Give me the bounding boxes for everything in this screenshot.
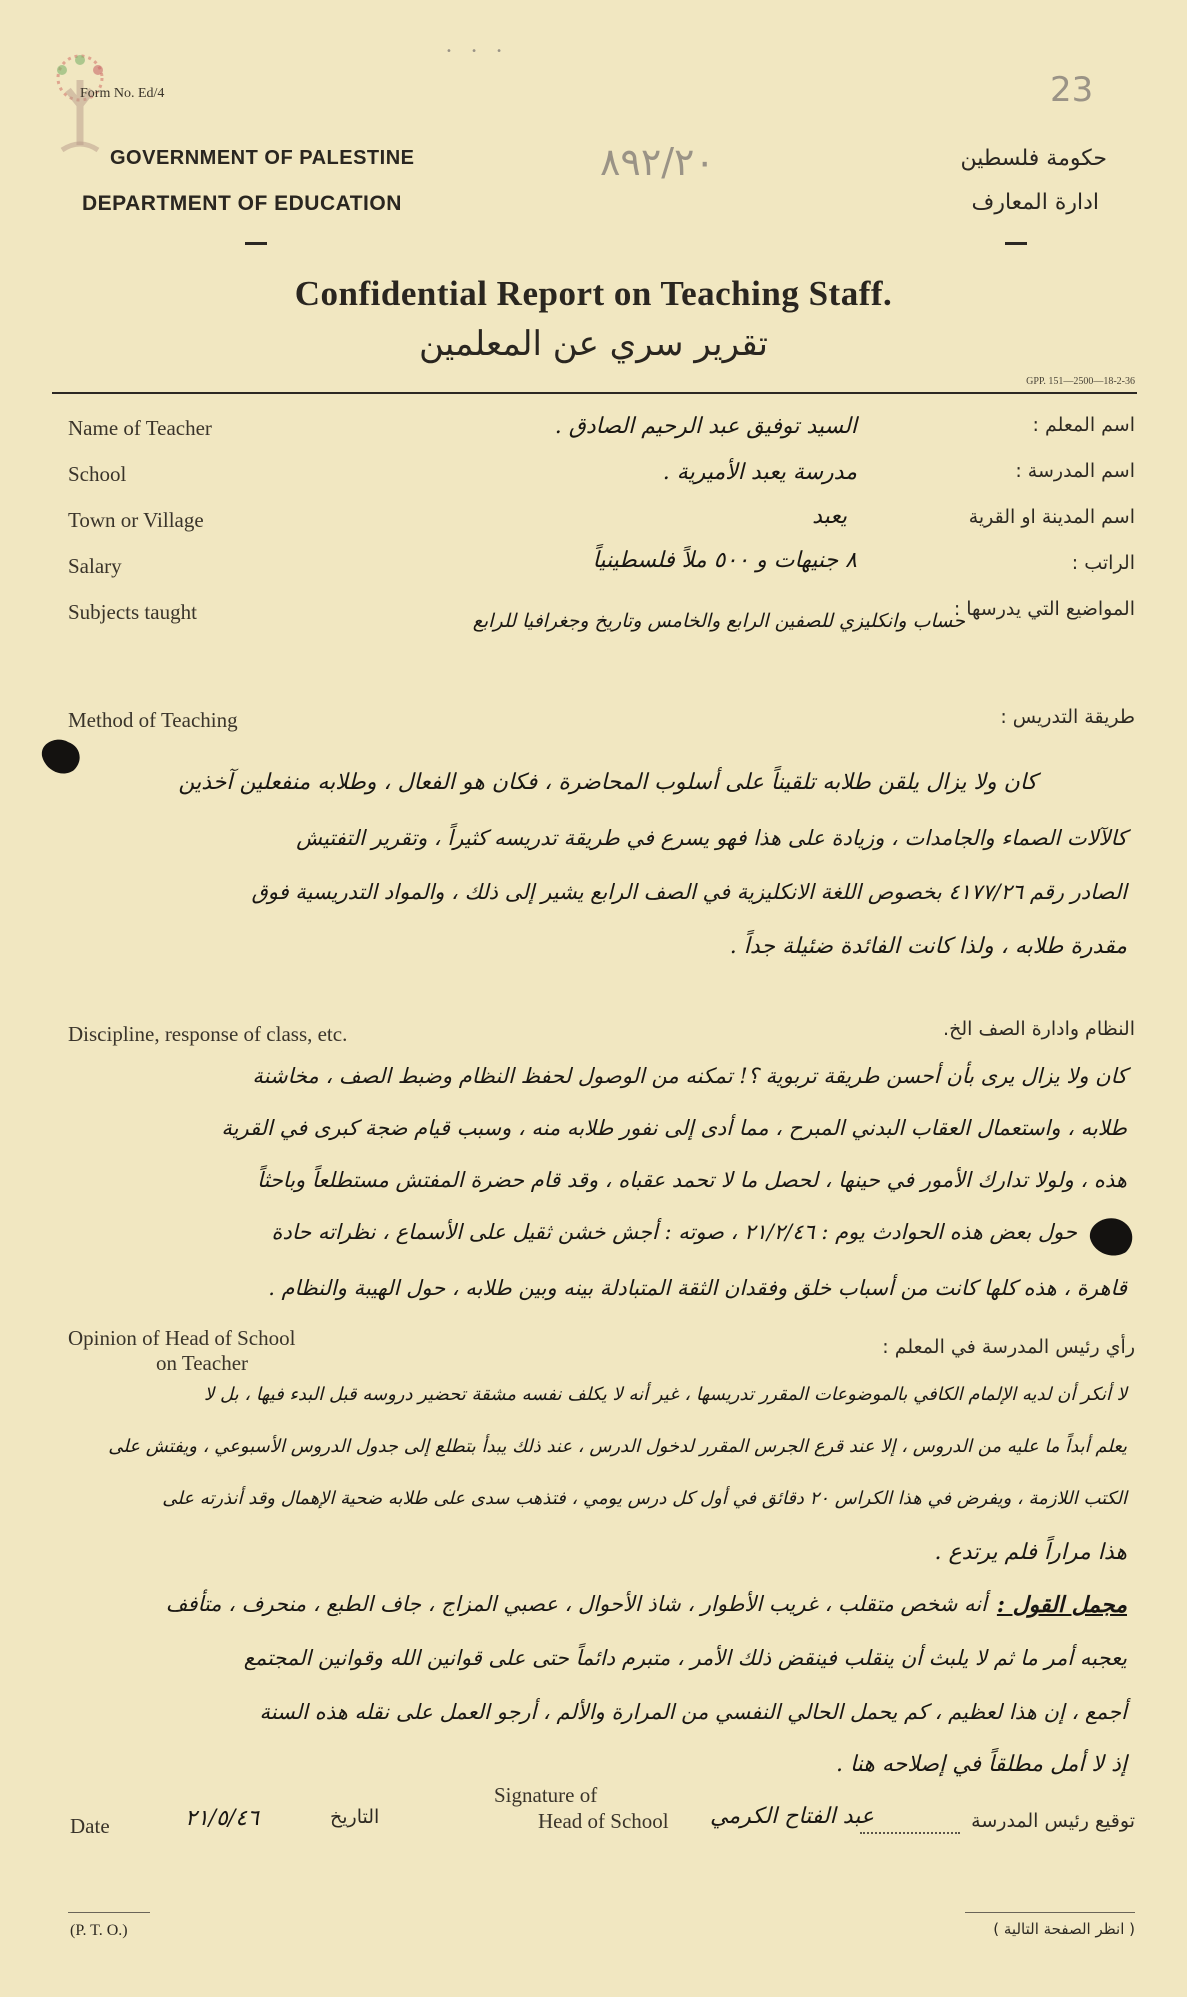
signature-label-en-line1: Signature of: [494, 1783, 598, 1807]
method-label-ar: طريقة التدريس :: [1000, 706, 1135, 728]
discipline-line: طلابه ، واستعمال العقاب البدني المبرح ، مما أدى إلى نفور طلابه منه ، وسبب قيام ضجة كبرى في القرية: [221, 1116, 1127, 1140]
opinion-line: لا أنكر أن لديه الإلمام الكافي بالموضوعات المقرر تدريسها ، غير أنه لا يكلف نفسه مشقة تحضير دروسه قبل البدء فيها ، بل لا: [203, 1384, 1127, 1405]
method-line: مقدرة طلابه ، ولذا كانت الفائدة ضئيلة جداً .: [729, 934, 1127, 959]
header-dash-left: [245, 242, 267, 245]
pencil-page-number: 23: [1050, 70, 1094, 110]
header-rule: [52, 392, 1137, 394]
date-value: ٢١/٥/٤٦: [185, 1806, 259, 1831]
salary-label-en: Salary: [68, 554, 122, 578]
summary-label: مجمل القول :: [996, 1592, 1127, 1618]
town-label-ar: اسم المدينة او القرية: [968, 506, 1135, 528]
opinion-line: هذا مراراً فلم يرتدع .: [934, 1540, 1127, 1565]
summary-line: أنه شخص متقلب ، غريب الأطوار ، شاذ الأحوال ، عصبي المزاج ، جاف الطبع ، منحرف ، متأفف: [165, 1592, 987, 1616]
form-number: Form No. Ed/4: [80, 86, 165, 101]
method-label-en: Method of Teaching: [68, 708, 238, 732]
title-ar: تقرير سري عن المعلمين: [418, 324, 768, 364]
opinion-line: يعلم أبداً ما عليه من الدروس ، إلا عند قرع الجرس المقرر لدخول الدرس ، عند ذلك يبدأ بتطلع إلى جدول الدروس الأسبوعي ، ويفتش على: [108, 1436, 1127, 1457]
opinion-label-en-line2: on Teacher: [156, 1351, 249, 1375]
discipline-line: قاهرة ، هذه كلها كانت من أسباب خلق وفقدان الثقة المتبادلة بينه وبين طلابه ، حول الهيبة والنظام .: [268, 1276, 1127, 1300]
date-label-ar: التاريخ: [330, 1806, 380, 1828]
pto-ar: ( انظر الصفحة التالية ): [993, 1920, 1135, 1938]
discipline-label-ar: النظام وادارة الصف الخ.: [943, 1018, 1135, 1040]
subjects-value: حساب وانكليزي للصفين الرابع والخامس وتاريخ وجغرافيا للرابع: [472, 610, 965, 632]
signature-label-en: [494, 1782, 669, 1834]
date-label-en: Date: [70, 1814, 110, 1838]
opinion-line: الكتب اللازمة ، ويفرض في هذا الكراس ٢٠ دقائق في أول كل درس يومي ، فتذهب سدى على طلابه ضحية الإهمال وقد أنذرته على: [162, 1488, 1127, 1509]
opinion-label-ar: رأي رئيس المدرسة في المعلم :: [882, 1336, 1135, 1358]
department-en: DEPARTMENT OF EDUCATION: [82, 192, 402, 215]
opinion-label-en: [68, 1326, 295, 1376]
signature-value: عبد الفتاح الكرمي: [710, 1804, 875, 1829]
method-line: كالآلات الصماء والجامدات ، وزيادة على هذا فهو يسرع في طريقة تدريسه كثيراً ، وتقرير التفتيش: [296, 826, 1127, 850]
summary-line: إذ لا أمل مطلقاً في إصلاحه هنا .: [835, 1752, 1127, 1777]
title-en: Confidential Report on Teaching Staff.: [294, 274, 893, 313]
summary-line: أجمع ، إن هذا لعظيم ، كم يحمل الحالي النفسي من المرارة والألم ، أرجو العمل على نقله هذه السنة: [259, 1700, 1127, 1724]
pto-ar-rule: [965, 1912, 1135, 1913]
ink-blot-icon: [36, 732, 86, 778]
opinion-label-en-line1: Opinion of Head of School: [68, 1326, 296, 1350]
summary-line: يعجبه أمر ما ثم لا يلبث أن ينقلب فينقض ذلك الأمر ، متبرم دائماً حتى على قوانين الله وقوانين المجتمع: [243, 1646, 1127, 1670]
school-label-ar: اسم المدرسة :: [1015, 460, 1135, 482]
town-value: يعبد: [812, 504, 847, 529]
pto-en: (P. T. O.): [70, 1922, 128, 1939]
ink-blot-icon: [1086, 1212, 1138, 1260]
school-label-en: School: [68, 462, 127, 486]
salary-label-ar: الراتب :: [1071, 552, 1135, 574]
town-label-en: Town or Village: [68, 508, 204, 532]
name-label-en: Name of Teacher: [68, 416, 212, 440]
method-line: كان ولا يزال يلقن طلابه تلقيناً على أسلوب المحاضرة ، فكان هو الفعال ، وطلابه منفعلين آخذين: [178, 770, 1037, 795]
tree-watermark-icon: [40, 50, 120, 160]
signature-label-ar: توقيع رئيس المدرسة: [971, 1810, 1135, 1832]
subjects-label-ar: المواضيع التي يدرسها :: [953, 598, 1135, 620]
name-value: السيد توفيق عبد الرحيم الصادق .: [554, 414, 857, 439]
discipline-line: كان ولا يزال يرى بأن أحسن طريقة تربوية ؟! تمكنه من الوصول لحفظ النظام وضبط الصف ، مخاشنة: [252, 1064, 1127, 1088]
discipline-label-en: Discipline, response of class, etc.: [68, 1022, 348, 1046]
salary-value: ٨ جنيهات و ٥٠٠ ملاً فلسطينياً: [592, 548, 857, 573]
government-en: GOVERNMENT OF PALESTINE: [110, 147, 415, 169]
signature-label-en-line2: Head of School: [538, 1809, 669, 1833]
department-ar: ادارة المعارف: [971, 190, 1099, 215]
header-dash-right: [1005, 242, 1027, 245]
print-code: GPP. 151—2500—18-2-36: [1026, 376, 1135, 387]
discipline-line: حول بعض هذه الحوادث يوم : ٢١/٢/٤٦ ، صوته : أجش خشن ثقيل على الأسماع ، نظراته حادة: [271, 1220, 1077, 1244]
school-value: مدرسة يعبد الأميرية .: [662, 460, 857, 485]
discipline-line: هذه ، ولولا تدارك الأمور في حينها ، لحصل ما لا تحمد عقباه ، وقد قام حضرة المفتش مستطلعاً وباحثاً: [257, 1168, 1127, 1192]
name-label-ar: اسم المعلم :: [1032, 414, 1135, 436]
government-ar: حكومة فلسطين: [960, 146, 1107, 171]
signature-dotted-line: [860, 1832, 960, 1834]
marginal-dots: • • •: [446, 46, 511, 57]
pencil-file-number: ٨٩٢/٢٠: [600, 140, 715, 184]
subjects-label-en: Subjects taught: [68, 600, 197, 624]
method-line: الصادر رقم ٤١٧٧/٢٦ بخصوص اللغة الانكليزية في الصف الرابع يشير إلى ذلك ، والمواد التدريسية فوق: [251, 880, 1127, 904]
pto-rule: [68, 1912, 150, 1913]
